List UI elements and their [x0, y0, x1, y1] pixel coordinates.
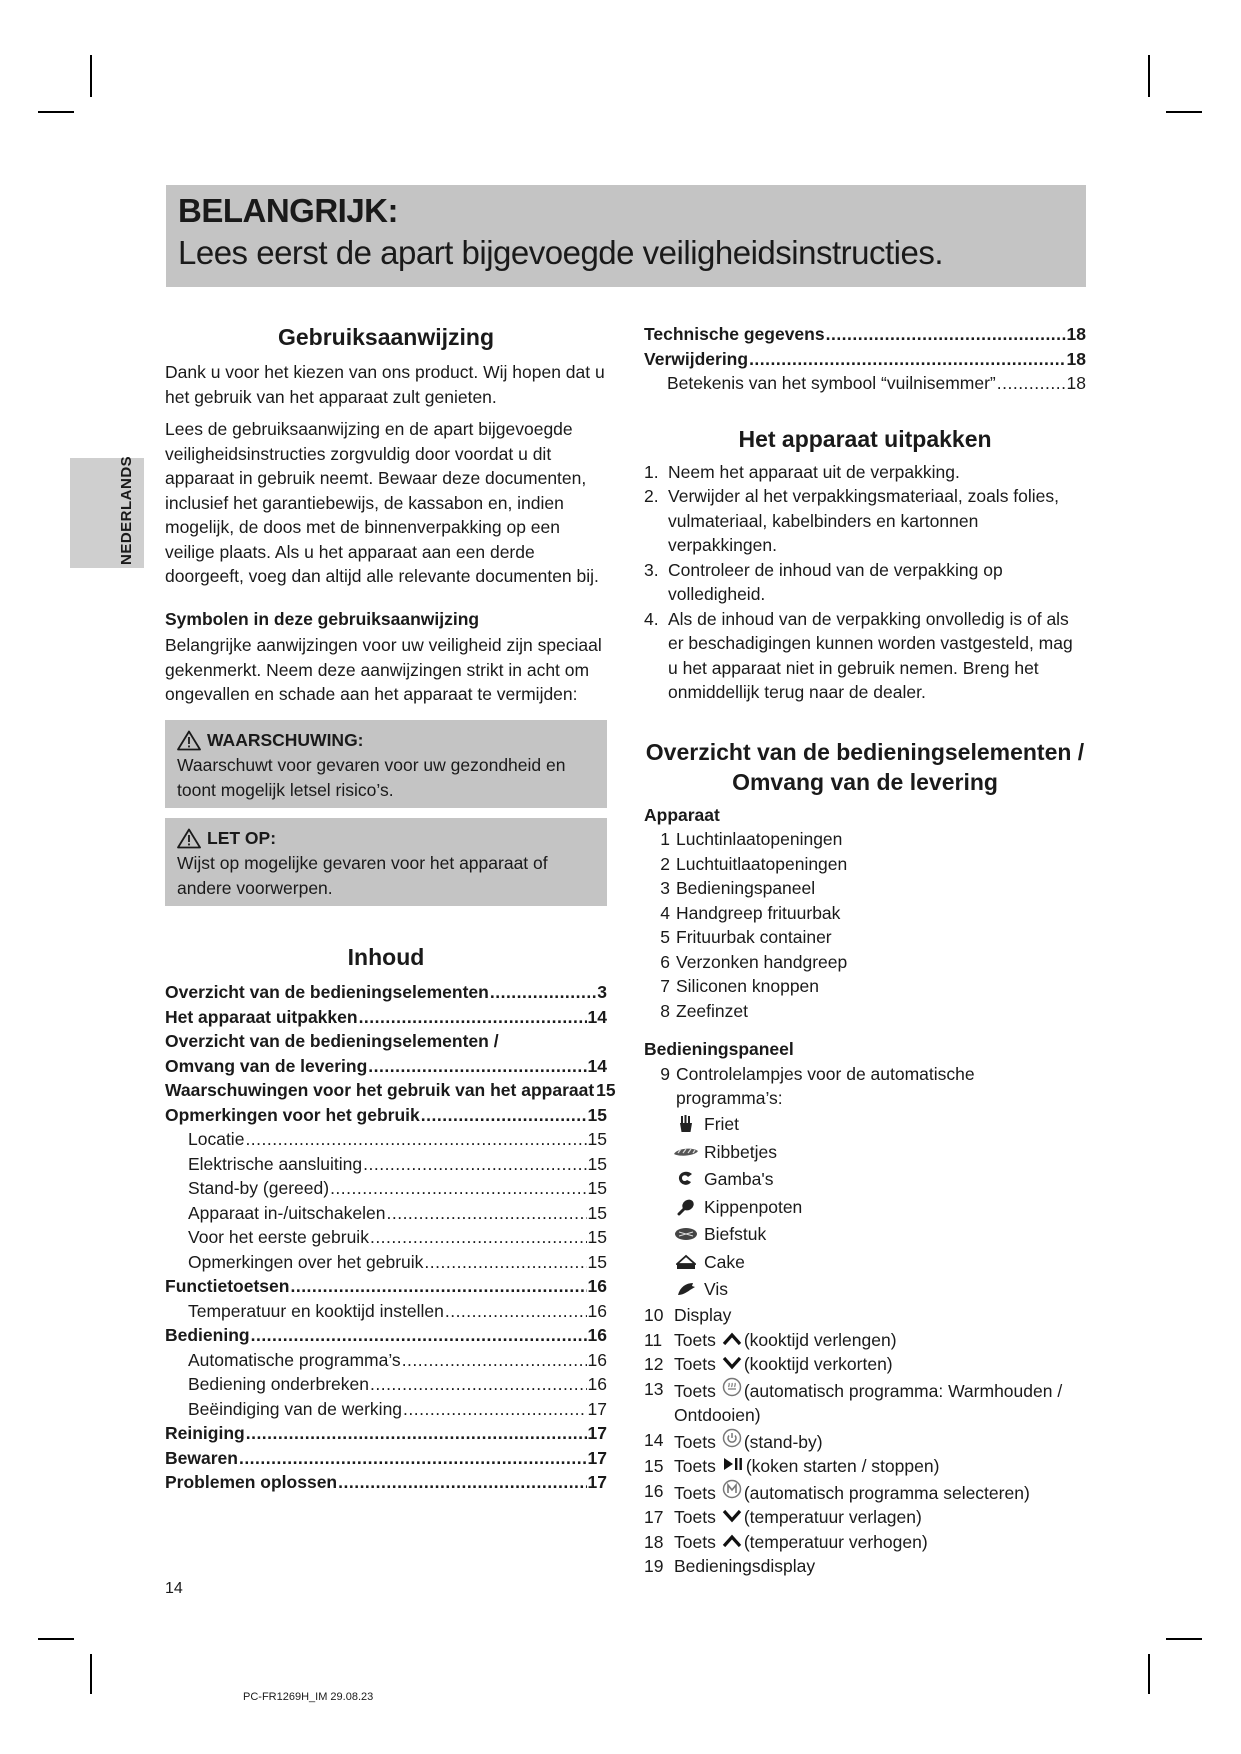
- chevron-up-icon: [722, 1534, 742, 1548]
- toc-leader-dots: [290, 1274, 586, 1299]
- toc-entry-label: Voor het eerste gebruik: [188, 1227, 369, 1247]
- item-number: 17: [644, 1507, 664, 1527]
- step-number: 1.: [644, 461, 659, 482]
- toc-entry-label: Het apparaat uitpakken: [165, 1006, 358, 1027]
- toc-entry: [644, 371, 1086, 396]
- toc-entry: [165, 1446, 607, 1471]
- key-description: [674, 1505, 922, 1530]
- toc-leader-dots: [403, 1397, 586, 1422]
- toc-leader-dots: [826, 322, 1066, 347]
- toc-entry-page: 17: [587, 1472, 607, 1492]
- list-item: [644, 925, 1086, 950]
- intro-paragraph-2: Lees de gebruiksaanwijzing en de apart bijgevoegde veiligheidsinstructies zorgvuldig door voordat u dit apparaat in gebruik neemt. Bewaar deze documenten, inclusief het garantiebewijs, de kassabon en, indien mogelijk, de doos met de binnenverpakking op een veilige plaats. Als u het apparaat aan een derde doorgeeft, voeg dan altijd alle relevante documenten bij.: [165, 419, 599, 586]
- cake-icon: [668, 1254, 704, 1270]
- item-text: Bedieningspaneel: [676, 878, 816, 898]
- key-description: [674, 1352, 893, 1377]
- item-text: Verzonken handgreep: [676, 951, 848, 972]
- toc-entry-page: 16: [587, 1325, 607, 1345]
- toc-entry-label: Apparaat in-/uitschakelen: [188, 1202, 386, 1223]
- crop-mark: [90, 1654, 92, 1694]
- toc-leader-dots: [330, 1176, 586, 1201]
- chevron-down-icon: [722, 1509, 742, 1523]
- program-item: [644, 1248, 1086, 1276]
- list-item: [644, 901, 1086, 926]
- item-number: 12: [644, 1354, 664, 1374]
- program-item: [644, 1166, 1086, 1194]
- toc-entry-page: 16: [587, 1300, 607, 1321]
- toc-entry-label: Elektrische aansluiting: [188, 1153, 363, 1174]
- toc-leader-dots: [368, 1054, 586, 1079]
- key-description: [674, 1454, 939, 1479]
- item-number: 4: [660, 902, 670, 923]
- key-text: (temperatuur verhogen): [743, 1531, 928, 1552]
- item-text: Luchtinlaatopeningen: [676, 829, 843, 849]
- toc-entry: [165, 1348, 607, 1373]
- table-of-contents-continued: [644, 322, 1086, 396]
- toc-entry-label: Stand-by (gereed): [188, 1178, 330, 1198]
- toc-entry-label: Bewaren: [165, 1447, 238, 1468]
- keep-warm-icon: [722, 1377, 742, 1397]
- banner-title: BELANGRIJK:: [178, 192, 399, 229]
- warning-triangle-icon: [177, 730, 201, 751]
- toc-entry-label: Omvang van de levering: [165, 1055, 368, 1076]
- crop-mark: [90, 55, 92, 97]
- toc-entry: [165, 1372, 607, 1397]
- caution-triangle-icon: [177, 828, 201, 849]
- program-label: Ribbetjes: [704, 1141, 777, 1162]
- toc-entry: [165, 1250, 607, 1275]
- key-text: (automatisch programma selecteren): [743, 1482, 1030, 1503]
- toc-entry: [165, 1029, 607, 1054]
- toc-entry-label: Opmerkingen voor het gebruik: [165, 1104, 420, 1125]
- toc-leader-dots: [997, 371, 1066, 396]
- caution-text: Wijst op mogelijke gevaren voor het apparaat of andere voorwerpen.: [177, 853, 548, 898]
- unpack-step: [644, 484, 1086, 558]
- toc-leader-dots: [421, 1103, 587, 1128]
- list-item: [644, 827, 1086, 852]
- toc-entry-page: 15: [587, 1178, 607, 1198]
- toc-entry-page: 16: [587, 1349, 607, 1370]
- toc-entry-label: Locatie: [188, 1129, 245, 1149]
- crop-mark: [1148, 1654, 1150, 1694]
- key-text: (automatisch programma: Warmhouden /: [743, 1380, 1063, 1401]
- toc-entry: [165, 1054, 607, 1079]
- toc-entry-page: 17: [587, 1447, 607, 1468]
- toc-entry-page: 18: [1066, 324, 1086, 344]
- key-word: Toets: [674, 1329, 716, 1350]
- key-word: Toets: [674, 1507, 716, 1527]
- warning-box: [165, 720, 607, 808]
- list-item: [644, 999, 1086, 1024]
- step-text: Controleer de inhoud van de verpakking op volledigheid.: [668, 559, 1003, 604]
- ribs-icon: [668, 1146, 704, 1158]
- program-label: Biefstuk: [704, 1224, 767, 1244]
- play-pause-icon: [722, 1456, 744, 1472]
- toc-entry-label: Bediening: [165, 1325, 250, 1345]
- toc-entry: [165, 980, 607, 1005]
- toc-entry-label: Beëindiging van de werking: [188, 1398, 403, 1419]
- toc-entry-page: 18: [1066, 348, 1086, 369]
- toc-leader-dots: [749, 347, 1065, 372]
- item-number: 13: [644, 1378, 664, 1399]
- key-text: (temperatuur verlagen): [743, 1507, 922, 1527]
- chevron-down-icon: [722, 1356, 742, 1370]
- toc-leader-dots: [363, 1152, 586, 1177]
- item-number: 14: [644, 1429, 664, 1450]
- toc-entry: [165, 1421, 607, 1446]
- item-text: Luchtuitlaatopeningen: [676, 853, 848, 874]
- apparaat-list: [644, 827, 1086, 1023]
- apparaat-heading: Apparaat: [644, 804, 720, 825]
- toc-entry-label: Waarschuwingen voor het gebruik van het apparaat: [165, 1080, 595, 1100]
- page-number: 14: [165, 1580, 183, 1597]
- intro-paragraph-1: Dank u voor het kiezen van ons product. Wij hopen dat u het gebruik van het apparaat zult genieten.: [165, 362, 605, 407]
- important-banner: [166, 185, 1086, 287]
- toc-entry-label: Bediening onderbreken: [188, 1374, 369, 1394]
- item-number: 1: [660, 829, 670, 849]
- menu-m-icon: [722, 1479, 742, 1499]
- table-of-contents: [165, 980, 616, 1495]
- unpack-step: [644, 607, 1086, 705]
- toc-entry: [644, 347, 1086, 372]
- toc-entry-page: 14: [587, 1006, 607, 1027]
- item-number: 15: [644, 1456, 664, 1476]
- crop-mark: [38, 1638, 74, 1640]
- list-item: [644, 974, 1086, 999]
- list-item: 9 Controlelampjes voor de automatische programma’s:: [660, 1063, 975, 1108]
- toc-entry: [165, 1152, 607, 1177]
- toc-leader-dots: [246, 1421, 587, 1446]
- warning-title: WAARSCHUWING:: [207, 730, 364, 750]
- toc-entry-page: 15: [587, 1227, 607, 1247]
- toc-entry-page: 15: [587, 1129, 607, 1149]
- toc-leader-dots: [239, 1446, 587, 1471]
- toc-entry-label: Opmerkingen over het gebruik: [188, 1251, 424, 1272]
- toc-entry: [165, 1323, 607, 1348]
- item-number: 3: [660, 878, 670, 898]
- key-word: Toets: [674, 1531, 716, 1552]
- key-item: [644, 1328, 1086, 1353]
- list-item: [644, 950, 1086, 975]
- toc-leader-dots: [386, 1201, 586, 1226]
- toc-entry-page: 14: [587, 1055, 607, 1076]
- toc-entry: [165, 1201, 607, 1226]
- toc-entry-page: 16: [587, 1276, 607, 1296]
- banner-subtitle: Lees eerst de apart bijgevoegde veiligheidsinstructies.: [178, 234, 943, 271]
- item-number: 16: [644, 1480, 664, 1501]
- toc-entry-page: 17: [587, 1423, 607, 1443]
- left-column: [165, 322, 607, 707]
- item-number: 11: [644, 1329, 663, 1350]
- toc-entry-page: 17: [587, 1398, 607, 1419]
- toc-leader-dots: [370, 1372, 587, 1397]
- program-label: Friet: [704, 1114, 739, 1134]
- key-text-continued: Ontdooien): [674, 1405, 761, 1425]
- drumstick-icon: [668, 1198, 704, 1216]
- list-item: [644, 852, 1086, 877]
- unpack-step: [644, 558, 1086, 607]
- step-text: Als de inhoud van de verpakking onvolledig is of als er beschadigingen kunnen worden vastgesteld, mag u het apparaat niet in gebruik nemen. Breng het onmiddellijk terug naar de dealer.: [668, 608, 1073, 702]
- list-item: 19 Bedieningsdisplay: [644, 1556, 816, 1576]
- toc-entry-label: Reiniging: [165, 1423, 245, 1443]
- key-item: [644, 1530, 1086, 1555]
- toc-entry-label: Functietoetsen: [165, 1276, 290, 1296]
- toc-entry: [165, 1078, 616, 1103]
- fish-icon: [668, 1281, 704, 1297]
- shrimp-icon: [668, 1170, 704, 1188]
- right-column: [644, 322, 1086, 1579]
- toc-entry-page: 15: [587, 1202, 607, 1223]
- fries-icon: [668, 1115, 704, 1133]
- item-number: 2: [660, 853, 670, 874]
- toc-entry-page: 15: [596, 1080, 616, 1100]
- toc-heading: Inhoud: [347, 944, 425, 970]
- toc-entry: [165, 1103, 607, 1128]
- key-word: Toets: [674, 1380, 716, 1401]
- chevron-up-icon: [722, 1332, 742, 1346]
- unpack-step: [644, 460, 1086, 485]
- program-item: [644, 1193, 1086, 1221]
- toc-entry-label: Automatische programma’s: [188, 1349, 401, 1370]
- key-item: [644, 1352, 1086, 1377]
- toc-entry-page: 15: [587, 1153, 607, 1174]
- step-text: Verwijder al het verpakkingsmateriaal, zoals folies, vulmateriaal, kabelbinders en kartonnen verpakkingen.: [668, 486, 1060, 555]
- toc-entry: [165, 1397, 607, 1422]
- warning-text: Waarschuwt voor gevaren voor uw gezondheid en toont mogelijk letsel risico’s.: [177, 755, 566, 800]
- toc-entry-label: Verwijdering: [644, 348, 749, 369]
- program-label: Vis: [704, 1279, 728, 1299]
- step-number: 4.: [644, 608, 659, 629]
- crop-mark: [1166, 1638, 1202, 1640]
- key-item: [644, 1428, 1086, 1455]
- footer-code: PC-FR1269H_IM 29.08.23: [243, 1691, 374, 1703]
- unpack-steps: [644, 460, 1086, 705]
- toc-entry-label: Betekenis van het symbool “vuilnisemmer”: [667, 373, 996, 393]
- program-label: Cake: [704, 1251, 745, 1272]
- toc-entry-label: Problemen oplossen: [165, 1472, 338, 1492]
- step-text: Neem het apparaat uit de verpakking.: [668, 461, 960, 482]
- section-heading-overview-1: Overzicht van de bedieningselementen /: [645, 738, 1085, 765]
- crop-mark: [1166, 111, 1202, 113]
- item-number: 18: [644, 1531, 664, 1552]
- key-list: [644, 1328, 1086, 1555]
- item-text: Frituurbak container: [676, 927, 832, 947]
- section-heading-manual: Gebruiksaanwijzing: [278, 324, 494, 350]
- toc-leader-dots: [490, 980, 596, 1005]
- language-side-label: NEDERLANDS: [118, 455, 135, 565]
- key-item: [644, 1479, 1086, 1506]
- section-heading-unpack: Het apparaat uitpakken: [738, 425, 992, 452]
- toc-leader-dots: [251, 1323, 587, 1348]
- toc-entry: [165, 1299, 607, 1324]
- toc-entry-page: 16: [587, 1374, 607, 1394]
- item-text: Handgreep frituurbak: [676, 902, 841, 923]
- toc-leader-dots: [402, 1348, 587, 1373]
- key-description: [674, 1377, 1062, 1428]
- key-description: [674, 1530, 928, 1555]
- key-word: Toets: [674, 1354, 716, 1374]
- program-item: [644, 1221, 1086, 1249]
- toc-entry: [165, 1127, 607, 1152]
- program-label: Kippenpoten: [704, 1196, 803, 1217]
- toc-entry-label: Technische gegevens: [644, 324, 825, 344]
- panel-heading: Bedieningspaneel: [644, 1039, 794, 1059]
- list-item: 10 Display: [644, 1305, 732, 1325]
- program-item: [644, 1138, 1086, 1166]
- key-item: [644, 1505, 1086, 1530]
- program-item: [644, 1111, 1086, 1139]
- toc-leader-dots: [424, 1250, 586, 1275]
- step-number: 2.: [644, 486, 659, 506]
- key-item: [644, 1454, 1086, 1479]
- key-description: [674, 1479, 1030, 1506]
- program-list: [644, 1111, 1086, 1304]
- key-word: Toets: [674, 1456, 716, 1476]
- toc-entry-label: Overzicht van de bedieningselementen: [165, 982, 489, 1002]
- toc-entry: [165, 1470, 607, 1495]
- toc-leader-dots: [445, 1299, 587, 1324]
- item-number: 7: [660, 976, 670, 996]
- toc-leader-dots: [370, 1225, 587, 1250]
- toc-section: [165, 942, 616, 1495]
- toc-entry-page: 15: [587, 1251, 607, 1272]
- toc-leader-dots: [245, 1127, 586, 1152]
- key-word: Toets: [674, 1431, 716, 1452]
- crop-mark: [1148, 55, 1150, 97]
- key-text: (kooktijd verkorten): [743, 1354, 893, 1374]
- toc-entry: [644, 322, 1086, 347]
- key-description: [674, 1428, 823, 1455]
- item-text: Siliconen knoppen: [676, 976, 820, 996]
- key-item: [644, 1377, 1086, 1428]
- step-number: 3.: [644, 559, 659, 580]
- toc-entry: [165, 1274, 607, 1299]
- caution-title: LET OP:: [207, 828, 277, 848]
- key-word: Toets: [674, 1482, 716, 1503]
- toc-entry: [165, 1005, 607, 1030]
- list-item: [644, 876, 1086, 901]
- key-description: [674, 1328, 897, 1353]
- toc-entry: [165, 1225, 607, 1250]
- item-number: 6: [660, 951, 670, 972]
- toc-entry-label: Overzicht van de bedieningselementen /: [165, 1031, 499, 1051]
- program-label: Gamba's: [704, 1169, 774, 1189]
- symbols-heading: Symbolen in deze gebruiksaanwijzing: [165, 608, 480, 629]
- steak-icon: [668, 1227, 704, 1241]
- caution-box: [165, 818, 607, 906]
- toc-entry-page: 15: [587, 1104, 607, 1125]
- item-text: Zeefinzet: [676, 1000, 748, 1021]
- standby-icon: [722, 1428, 742, 1448]
- program-item: [644, 1276, 1086, 1304]
- symbols-paragraph: Belangrijke aanwijzingen voor uw veiligheid zijn speciaal gekenmerkt. Neem deze aanwijzingen strikt in acht om ongevallen en schade aan het apparaat te vermijden:: [165, 635, 602, 704]
- item-number: 5: [660, 927, 670, 947]
- toc-leader-dots: [338, 1470, 586, 1495]
- toc-entry-page: 18: [1066, 373, 1086, 393]
- key-text: (koken starten / stoppen): [745, 1456, 940, 1476]
- section-heading-overview-2: Omvang van de levering: [732, 768, 998, 795]
- toc-entry: [165, 1176, 607, 1201]
- toc-entry-page: 3: [597, 982, 607, 1002]
- key-text: (kooktijd verlengen): [743, 1329, 897, 1350]
- crop-mark: [38, 111, 74, 113]
- toc-leader-dots: [359, 1005, 587, 1030]
- item-number: 8: [660, 1000, 670, 1021]
- key-text: (stand-by): [743, 1431, 823, 1452]
- toc-entry-label: Temperatuur en kooktijd instellen: [188, 1300, 444, 1321]
